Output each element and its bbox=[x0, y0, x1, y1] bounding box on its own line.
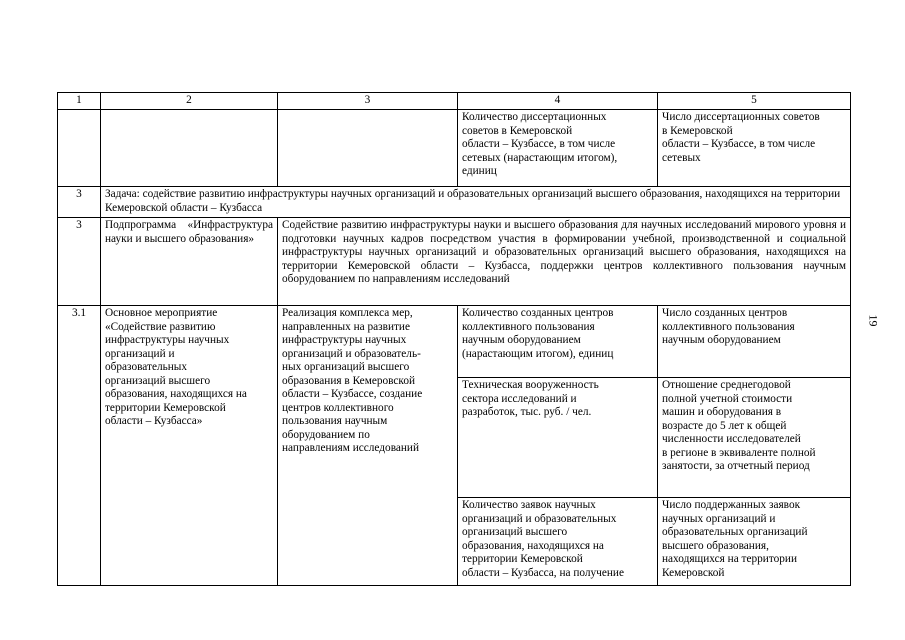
indicator-method-cell: Отношение среднегодовой полной учетной стоимости машин и оборудования в возрасте до 5 лет к общей численности исследователей в регионе в эквиваленте полной занятости, за отчетный период bbox=[658, 378, 851, 498]
header-cell-5: 5 bbox=[658, 93, 851, 110]
empty-cell bbox=[58, 110, 101, 187]
empty-cell bbox=[101, 110, 278, 187]
header-cell-2: 2 bbox=[101, 93, 278, 110]
subprogram-description: Содействие развитию инфраструктуры науки и высшего образования для научных исследований мирового уровня и подготовки научных кадров посредством участия в формировании учебной, производственной и социальной инфраструктуры научных организаций и образовательных организаций высшего образования, находящихся на территории Кемеровской области – Кузбасса, поддержки центров коллективного пользования научным оборудованием по направлениям исследований bbox=[278, 218, 851, 306]
main-event-name: Основное мероприятие «Содействие развитию инфраструктуры научных организаций и образовательных организаций высшего образования, находящихся на территории Кемеровской области – Кузбасса» bbox=[101, 306, 278, 586]
main-event-number: 3.1 bbox=[58, 306, 101, 586]
empty-cell bbox=[278, 110, 458, 187]
indicator-name-cell: Техническая вооруженность сектора исследований и разработок, тыс. руб. / чел. bbox=[458, 378, 658, 498]
indicator-method-cell: Число созданных центров коллективного пользования научным оборудованием bbox=[658, 306, 851, 378]
indicator-name-cell: Количество созданных центров коллективного пользования научным оборудованием (нарастающим итогом), единиц bbox=[458, 306, 658, 378]
table-header-row bbox=[58, 93, 851, 110]
indicators-table bbox=[57, 92, 851, 586]
header-cell-4: 4 bbox=[458, 93, 658, 110]
main-event-row bbox=[58, 306, 851, 378]
indicator-name-cell: Количество заявок научных организаций и образовательных организаций высшего образования, находящихся на территории Кемеровской области – Кузбасса, на получение bbox=[458, 498, 658, 586]
task-number: 3 bbox=[58, 187, 101, 218]
indicator-method-cell: Число поддержанных заявок научных организаций и образовательных организаций высшего образования, находящихся на территории Кемеровской bbox=[658, 498, 851, 586]
subprogram-number: 3 bbox=[58, 218, 101, 306]
main-event-content: Реализация комплекса мер, направленных на развитие инфраструктуры научных организаций и образователь- ных организаций высшего образования в Кемеровской области – Кузбассе, создание центров коллективного пользования научным оборудованием по направлениям исследований bbox=[278, 306, 458, 586]
indicator-method-cell: Число диссертационных советов в Кемеровской области – Кузбассе, в том числе сетевых bbox=[658, 110, 851, 187]
header-cell-1: 1 bbox=[58, 93, 101, 110]
task-text: Задача: содействие развитию инфраструктуры научных организаций и образовательных организаций высшего образования, находящихся на территории Кемеровской области – Кузбасса bbox=[101, 187, 851, 218]
header-cell-3: 3 bbox=[278, 93, 458, 110]
subprogram-name: Подпрограмма «Инфраструктура науки и высшего образования» bbox=[101, 218, 278, 306]
table-row bbox=[58, 110, 851, 187]
task-row bbox=[58, 187, 851, 218]
indicator-name-cell: Количество диссертационных советов в Кемеровской области – Кузбассе, в том числе сетевых (нарастающим итогом), единиц bbox=[458, 110, 658, 187]
page-number: 19 bbox=[866, 314, 881, 327]
subprogram-row bbox=[58, 218, 851, 306]
